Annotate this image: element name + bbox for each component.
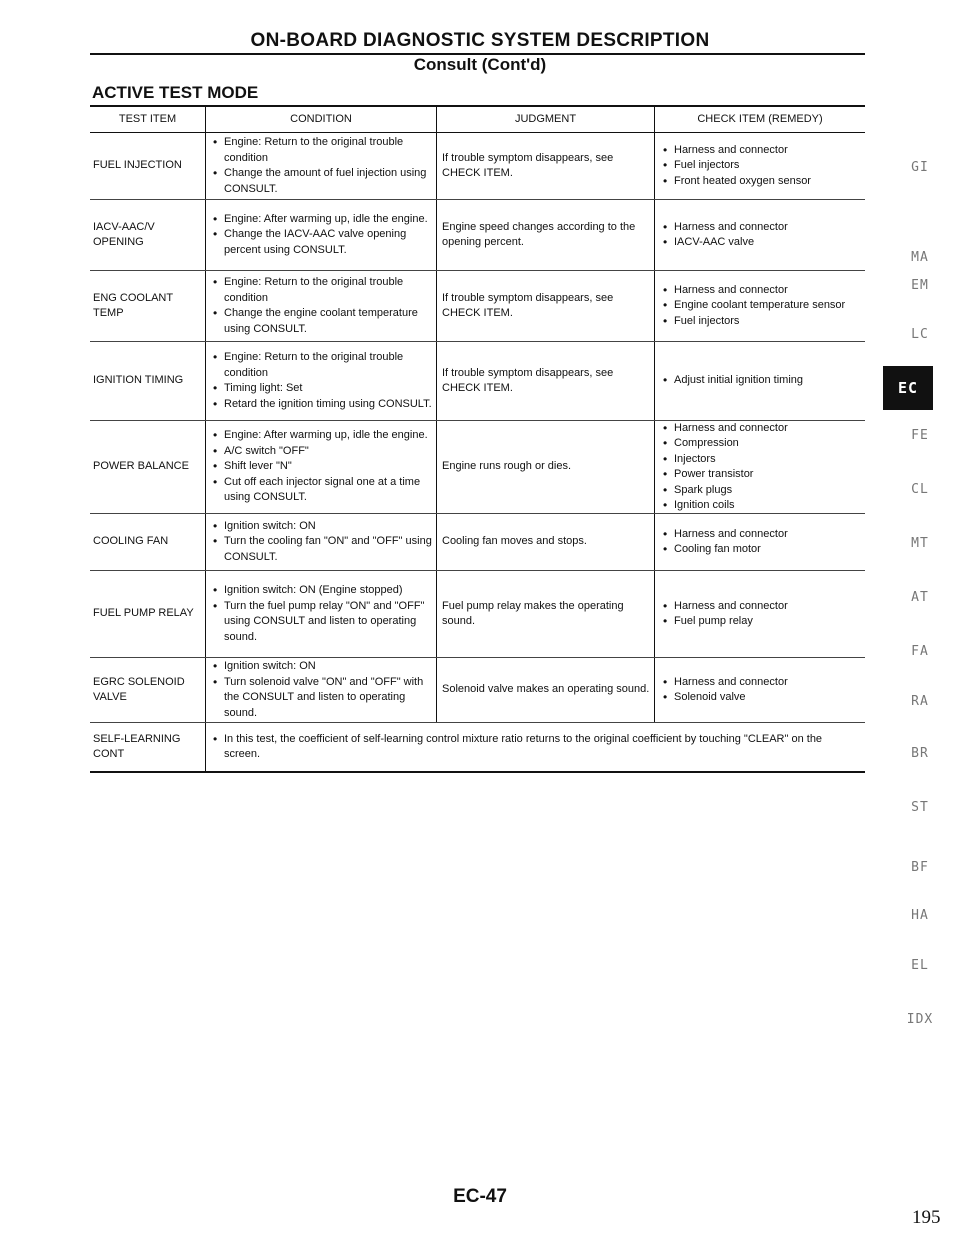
- condition-item: • Ignition switch: ON: [213, 519, 432, 535]
- check-item: • Front heated oxygen sensor: [663, 174, 811, 190]
- check-item: • Harness and connector: [663, 527, 788, 543]
- test-item-cell: SELF-LEARNING CONT: [93, 732, 181, 760]
- judgment-cell: If trouble symptom disappears, see CHECK ITEM.: [436, 342, 654, 420]
- condition-cell: [205, 342, 436, 420]
- check-item: • Harness and connector: [663, 143, 811, 159]
- table-row: [90, 200, 865, 271]
- check-item-cell: [654, 658, 865, 722]
- test-item-cell: COOLING FAN: [93, 535, 169, 548]
- test-item-cell: IACV-AAC/V OPENING: [93, 220, 155, 248]
- condition-item: • Turn the cooling fan "ON" and "OFF" using CONSULT.: [213, 534, 432, 565]
- page-title: ON-BOARD DIAGNOSTIC SYSTEM DESCRIPTION: [250, 30, 710, 51]
- table-row: [90, 658, 865, 723]
- section-tab-el[interactable]: EL: [911, 958, 929, 973]
- test-item-cell: EGRC SOLENOID VALVE: [93, 675, 185, 703]
- table-row: [90, 421, 865, 514]
- condition-cell: [205, 571, 436, 657]
- section-tab-bf[interactable]: BF: [911, 860, 929, 875]
- condition-item: • Engine: After warming up, idle the engine.: [213, 428, 432, 444]
- check-item: • Power transistor: [663, 467, 788, 483]
- condition-item: • Engine: Return to the original trouble condition: [213, 350, 432, 381]
- check-item: • Fuel injectors: [663, 158, 811, 174]
- check-item: • Cooling fan motor: [663, 542, 788, 558]
- check-item: • Spark plugs: [663, 483, 788, 499]
- section-tab-mt[interactable]: MT: [911, 536, 929, 551]
- section-tab-st[interactable]: ST: [911, 800, 929, 815]
- judgment-cell: Fuel pump relay makes the operating sound.: [436, 571, 654, 657]
- check-item: • Harness and connector: [663, 421, 788, 437]
- check-item-cell: [654, 342, 865, 420]
- section-tab-fe[interactable]: FE: [911, 428, 929, 443]
- check-item: • IACV-AAC valve: [663, 235, 788, 251]
- test-item-cell: ENG COOLANT TEMP: [93, 291, 174, 319]
- section-tab-ma[interactable]: MA: [911, 250, 929, 265]
- condition-item: • Ignition switch: ON (Engine stopped): [213, 583, 432, 599]
- column-header: JUDGMENT: [436, 107, 654, 132]
- judgment-cell: Engine runs rough or dies.: [436, 421, 654, 513]
- check-item: • Harness and connector: [663, 675, 788, 691]
- table-row: [90, 514, 865, 571]
- column-header: CHECK ITEM (REMEDY): [654, 107, 865, 132]
- check-item: • Harness and connector: [663, 599, 788, 615]
- judgment-cell: Solenoid valve makes an operating sound.: [436, 658, 654, 722]
- test-item-cell: POWER BALANCE: [93, 460, 189, 473]
- page-number: 195: [912, 1207, 941, 1228]
- check-item: • Solenoid valve: [663, 690, 788, 706]
- condition-item: • Turn solenoid valve "ON" and "OFF" with the CONSULT and listen to operating sound.: [213, 675, 432, 722]
- condition-item: • Change the IACV-AAC valve opening percent using CONSULT.: [213, 227, 432, 258]
- note-text: • In this test, the coefficient of self-learning control mixture ratio returns to the original coefficient by touching "CLEAR" on the screen.: [213, 732, 861, 763]
- condition-item: • Retard the ignition timing using CONSULT.: [213, 397, 432, 413]
- condition-cell: [205, 271, 436, 341]
- condition-item: • Engine: After warming up, idle the engine.: [213, 212, 432, 228]
- check-item-cell: [654, 133, 865, 199]
- check-item-cell: [654, 571, 865, 657]
- condition-cell: [205, 200, 436, 270]
- condition-item: • Change the engine coolant temperature using CONSULT.: [213, 306, 432, 337]
- section-tab-em[interactable]: EM: [911, 278, 929, 293]
- check-item: • Injectors: [663, 452, 788, 468]
- condition-item: • Timing light: Set: [213, 381, 432, 397]
- table-row: [90, 271, 865, 342]
- test-item-cell: FUEL PUMP RELAY: [93, 607, 194, 620]
- section-tab-ec[interactable]: EC: [883, 366, 933, 410]
- table-row: [90, 133, 865, 200]
- check-item: • Harness and connector: [663, 220, 788, 236]
- test-item-cell: IGNITION TIMING: [93, 374, 184, 387]
- condition-cell: [205, 514, 436, 570]
- section-tab-lc[interactable]: LC: [911, 327, 929, 342]
- condition-item: • Turn the fuel pump relay "ON" and "OFF" using CONSULT and listen to operating sound.: [213, 599, 432, 646]
- section-tab-ra[interactable]: RA: [911, 694, 929, 709]
- judgment-cell: Engine speed changes according to the opening percent.: [436, 200, 654, 270]
- condition-cell: [205, 421, 436, 513]
- check-item: • Fuel injectors: [663, 314, 845, 330]
- check-item-cell: [654, 421, 865, 513]
- check-item: • Adjust initial ignition timing: [663, 373, 803, 389]
- condition-item: • Ignition switch: ON: [213, 659, 432, 675]
- judgment-cell: Cooling fan moves and stops.: [436, 514, 654, 570]
- check-item: • Harness and connector: [663, 283, 845, 299]
- check-item: • Compression: [663, 436, 788, 452]
- condition-cell: [205, 658, 436, 722]
- page-code: EC-47: [453, 1186, 507, 1207]
- condition-item: • Cut off each injector signal one at a time using CONSULT.: [213, 475, 432, 506]
- section-tab-idx[interactable]: IDX: [906, 1012, 934, 1027]
- test-item-cell: FUEL INJECTION: [93, 159, 182, 172]
- table-header: [90, 105, 865, 133]
- condition-item: • Shift lever "N": [213, 459, 432, 475]
- check-item-cell: [654, 514, 865, 570]
- check-item: • Ignition coils: [663, 498, 788, 514]
- table-body: [90, 133, 865, 773]
- table-row: [90, 723, 865, 773]
- condition-item: • A/C switch "OFF": [213, 444, 432, 460]
- section-tab-ha[interactable]: HA: [911, 908, 929, 923]
- active-test-table: [90, 105, 865, 773]
- table-row: [90, 571, 865, 658]
- section-tab-br[interactable]: BR: [911, 746, 929, 761]
- check-item-cell: [654, 271, 865, 341]
- judgment-cell: If trouble symptom disappears, see CHECK ITEM.: [436, 271, 654, 341]
- check-item: • Engine coolant temperature sensor: [663, 298, 845, 314]
- condition-cell: [205, 133, 436, 199]
- check-item: • Fuel pump relay: [663, 614, 788, 630]
- condition-item: • Engine: Return to the original trouble condition: [213, 135, 432, 166]
- section-title: ACTIVE TEST MODE: [92, 83, 259, 102]
- check-item-cell: [654, 200, 865, 270]
- section-tab-cl[interactable]: CL: [911, 482, 929, 497]
- condition-item: • Engine: Return to the original trouble condition: [213, 275, 432, 306]
- condition-item: • Change the amount of fuel injection using CONSULT.: [213, 166, 432, 197]
- section-tab-at[interactable]: AT: [911, 590, 929, 605]
- note-cell: [205, 723, 865, 771]
- judgment-cell: If trouble symptom disappears, see CHECK ITEM.: [436, 133, 654, 199]
- column-header: TEST ITEM: [118, 112, 177, 125]
- table-row: [90, 342, 865, 421]
- column-header: CONDITION: [205, 107, 436, 132]
- page-subtitle: Consult (Cont'd): [413, 55, 547, 74]
- section-tab-fa[interactable]: FA: [911, 644, 929, 659]
- section-tab-gi[interactable]: GI: [911, 160, 929, 175]
